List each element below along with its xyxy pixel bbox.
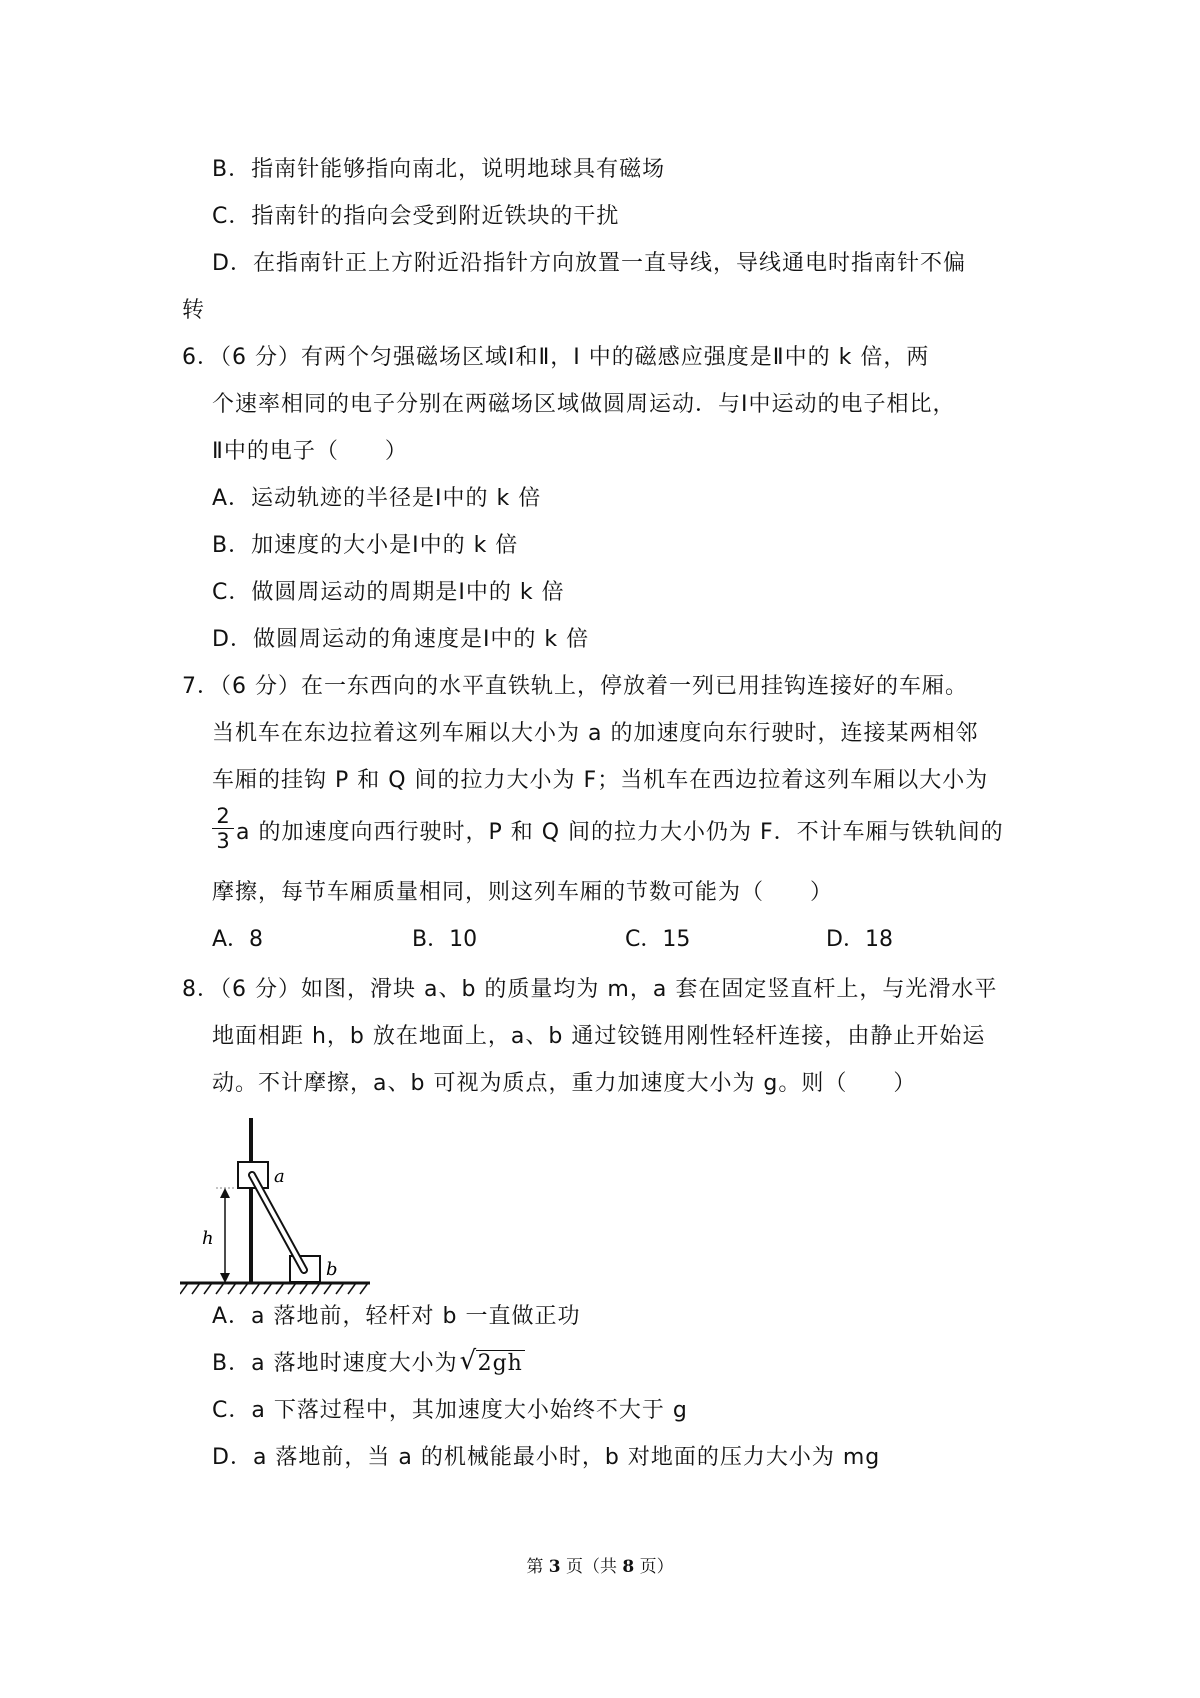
q7-option-a: A．8 [212,927,264,952]
sqrt-radicand: 2gh [477,1351,523,1376]
q7-option-b: B．10 [412,927,478,952]
footer-page-number: 3 [548,1557,561,1577]
footer-prefix: 第 [526,1557,549,1577]
q6-stem-line3: Ⅱ中的电子（ ） [212,439,408,464]
footer-suffix: 页） [634,1557,674,1577]
q5-option-c: C．指南针的指向会受到附近铁块的干扰 [212,204,620,229]
q8-option-b [212,1346,525,1379]
q7-stem-line5: 摩擦，每节车厢质量相同，则这列车厢的节数可能为（ ） [212,880,834,905]
q6-stem-line1: 6．（6 分）有两个匀强磁场区域Ⅰ和Ⅱ，I 中的磁感应强度是Ⅱ中的 k 倍，两 [182,345,930,370]
q6-stem-line2: 个速率相同的电子分别在两磁场区域做圆周运动．与Ⅰ中运动的电子相比， [212,392,956,417]
q8-stem-line1: 8．（6 分）如图，滑块 a、b 的质量均为 m，a 套在固定竖直杆上，与光滑水平 [182,977,998,1002]
label-a: a [274,1166,285,1187]
q5-option-d-line2: 转 [182,298,206,323]
q8-option-c: C．a 下落过程中，其加速度大小始终不大于 g [212,1398,688,1423]
label-h: h [202,1228,214,1249]
q8-option-d: D．a 落地前，当 a 的机械能最小时，b 对地面的压力大小为 mg [212,1445,881,1470]
q8-option-a: A．a 落地前，轻杆对 b 一直做正功 [212,1304,581,1329]
footer-total-pages: 8 [622,1557,635,1577]
q6-option-a: A．运动轨迹的半径是Ⅰ中的 k 倍 [212,486,542,511]
q7-fraction-numerator: 2 [216,804,230,828]
q6-option-d: D．做圆周运动的角速度是Ⅰ中的 k 倍 [212,627,590,652]
q7-stem-line1: 7．（6 分）在一东西向的水平直铁轨上，停放着一列已用挂钩连接好的车厢。 [182,674,968,699]
q7-stem-line4: a 的加速度向西行驶时，P 和 Q 间的拉力大小仍为 F．不计车厢与铁轨间的 [236,820,1004,845]
q5-option-d-line1: D．在指南针正上方附近沿指针方向放置一直导线，导线通电时指南针不偏 [212,251,966,276]
sqrt-expression [458,1346,525,1379]
q7-fraction [212,805,234,852]
q7-stem-line2: 当机车在东边拉着这列车厢以大小为 a 的加速度向东行驶时，连接某两相邻 [212,721,979,746]
q6-option-c: C．做圆周运动的周期是Ⅰ中的 k 倍 [212,580,565,605]
q6-option-b: B．加速度的大小是Ⅰ中的 k 倍 [212,533,519,558]
q8-stem-line3: 动。不计摩擦，a、b 可视为质点，重力加速度大小为 g。则（ ） [212,1071,917,1096]
q7-fraction-denominator: 3 [216,829,230,853]
sqrt-symbol: √ [459,1346,478,1376]
q8-option-b-text: B．a 落地时速度大小为 [212,1351,458,1376]
label-b: b [326,1259,338,1280]
footer-middle: 页（共 [560,1557,623,1577]
sliding-blocks-figure [180,1118,380,1298]
q8-stem-line2: 地面相距 h，b 放在地面上，a、b 通过铰链用刚性轻杆连接，由静止开始运 [212,1024,986,1049]
q7-option-c: C．15 [625,927,691,952]
q7-option-d: D．18 [826,927,893,952]
ground-hatching [180,1283,368,1294]
page-footer [0,1552,1200,1577]
q5-option-b: B．指南针能够指向南北，说明地球具有磁场 [212,157,666,182]
q7-stem-line3: 车厢的挂钩 P 和 Q 间的拉力大小为 F；当机车在西边拉着这列车厢以大小为 [212,768,989,793]
